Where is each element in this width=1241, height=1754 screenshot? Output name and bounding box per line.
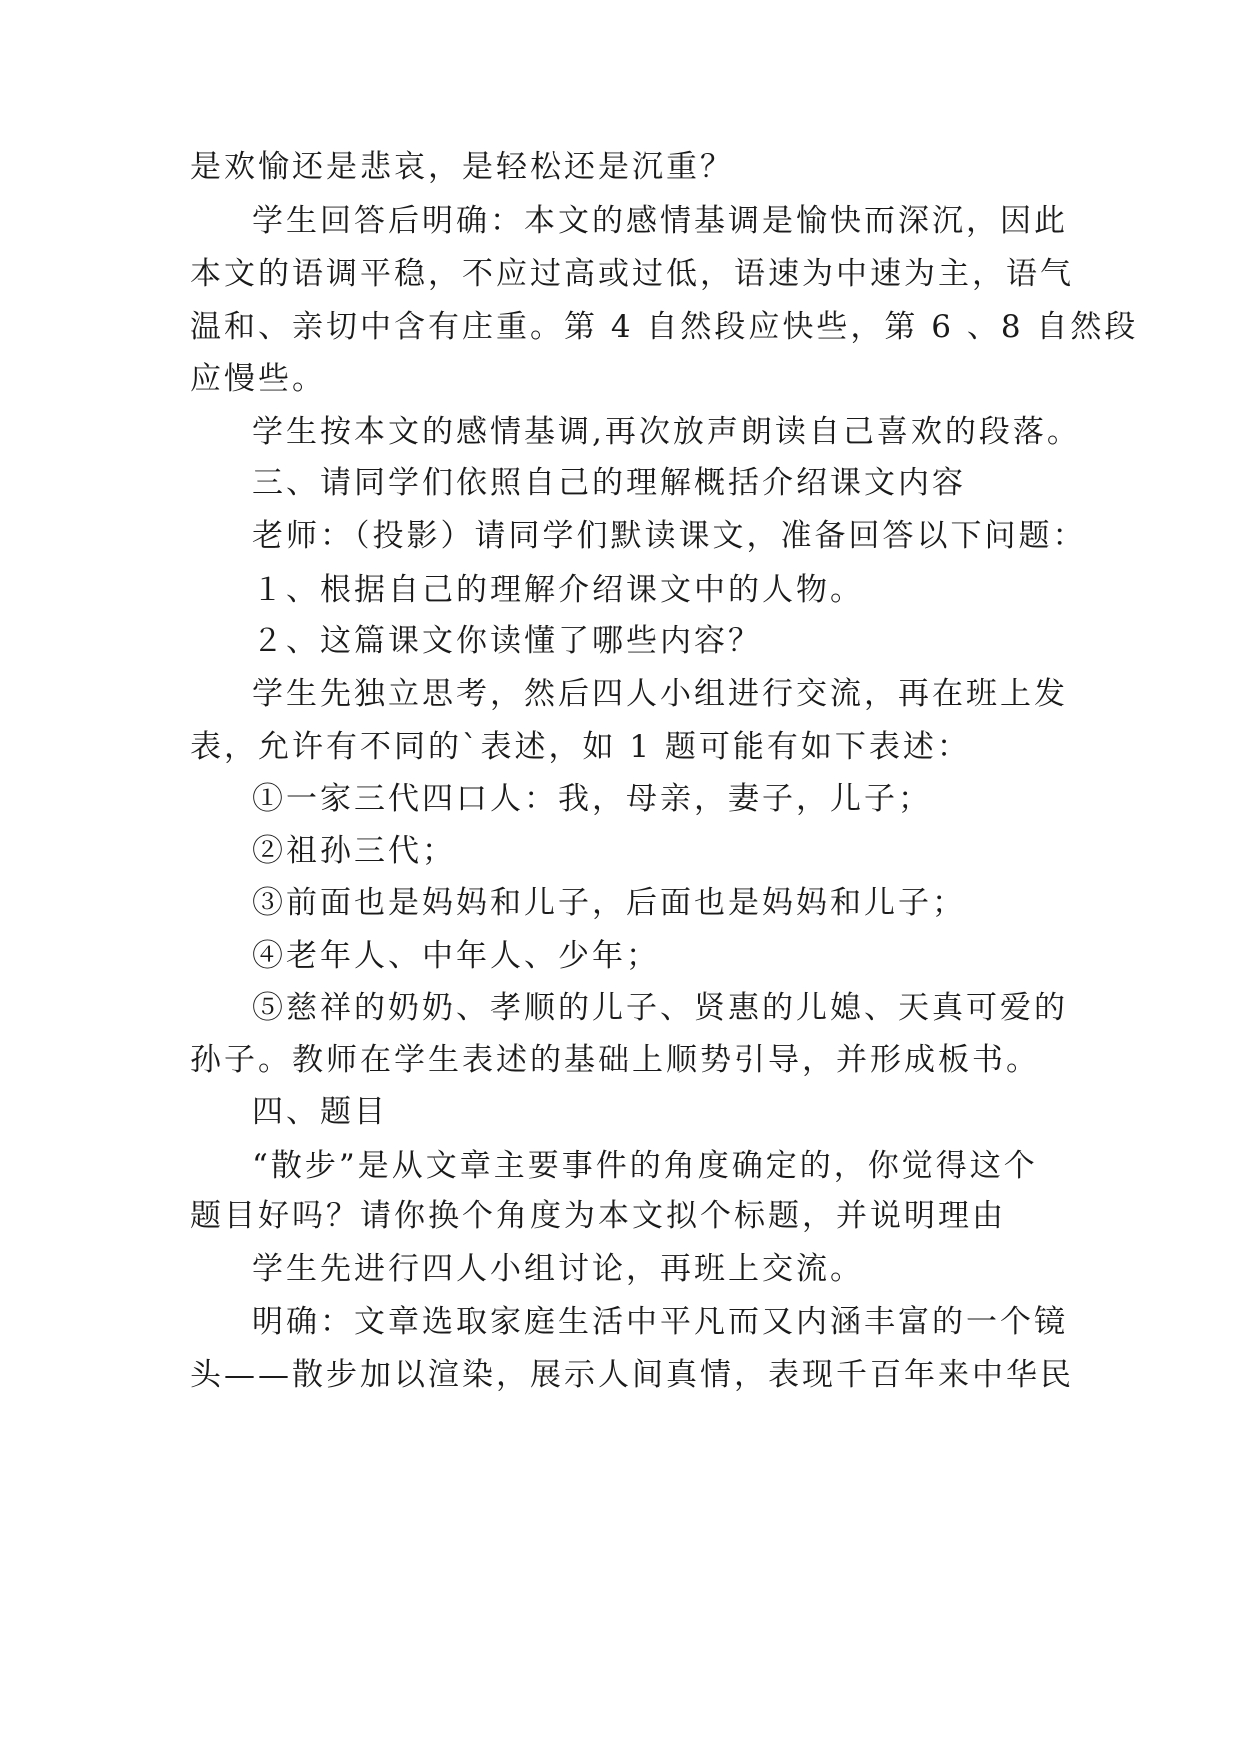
list-item: ③前面也是妈妈和儿子，后面也是妈妈和儿子； [252, 885, 966, 921]
text-line: 学生按本文的感情基调,再次放声朗读自己喜欢的段落。 [252, 414, 1081, 450]
section-heading: 四、题目 [252, 1094, 388, 1130]
text-line: “散步”是从文章主要事件的角度确定的，你觉得这个 [252, 1148, 1038, 1184]
text-line: 孙子。教师在学生表述的基础上顺势引导，并形成板书。 [190, 1042, 1040, 1078]
list-item: ①一家三代四口人：我，母亲，妻子，儿子； [252, 781, 932, 817]
text-line: 本文的语调平稳，不应过高或过低，语速为中速为主，语气 [190, 256, 1074, 292]
text-line: 头——散步加以渲染，展示人间真情，表现千百年来中华民 [190, 1357, 1074, 1393]
question-item: １、根据自己的理解介绍课文中的人物。 [252, 572, 864, 608]
list-item: ②祖孙三代； [252, 833, 456, 869]
list-item: ④老年人、中年人、少年； [252, 938, 660, 974]
text-line: 是欢愉还是悲哀，是轻松还是沉重？ [190, 149, 734, 185]
text-line: 温和、亲切中含有庄重。第 4 自然段应快些，第 6 、8 自然段 [190, 309, 1139, 345]
text-line: 学生回答后明确：本文的感情基调是愉快而深沉，因此 [252, 203, 1068, 239]
text-line: 学生先进行四人小组讨论，再班上交流。 [252, 1251, 864, 1287]
text-line: 学生先独立思考，然后四人小组进行交流，再在班上发 [252, 676, 1068, 712]
text-line: 题目好吗？请你换个角度为本文拟个标题，并说明理由 [190, 1198, 1006, 1234]
text-line: 明确：文章选取家庭生活中平凡而又内涵丰富的一个镜 [252, 1304, 1068, 1340]
question-item: ２、这篇课文你读懂了哪些内容？ [252, 623, 762, 659]
text-line: 老师：（投影）请同学们默读课文，准备回答以下问题： [252, 518, 1087, 554]
text-line: 表，允许有不同的`表述，如 1 题可能有如下表述： [190, 729, 971, 765]
text-line: 应慢些。 [190, 361, 326, 397]
section-heading: 三、请同学们依照自己的理解概括介绍课文内容 [252, 465, 966, 501]
list-item: ⑤慈祥的奶奶、孝顺的儿子、贤惠的儿媳、天真可爱的 [252, 990, 1068, 1026]
